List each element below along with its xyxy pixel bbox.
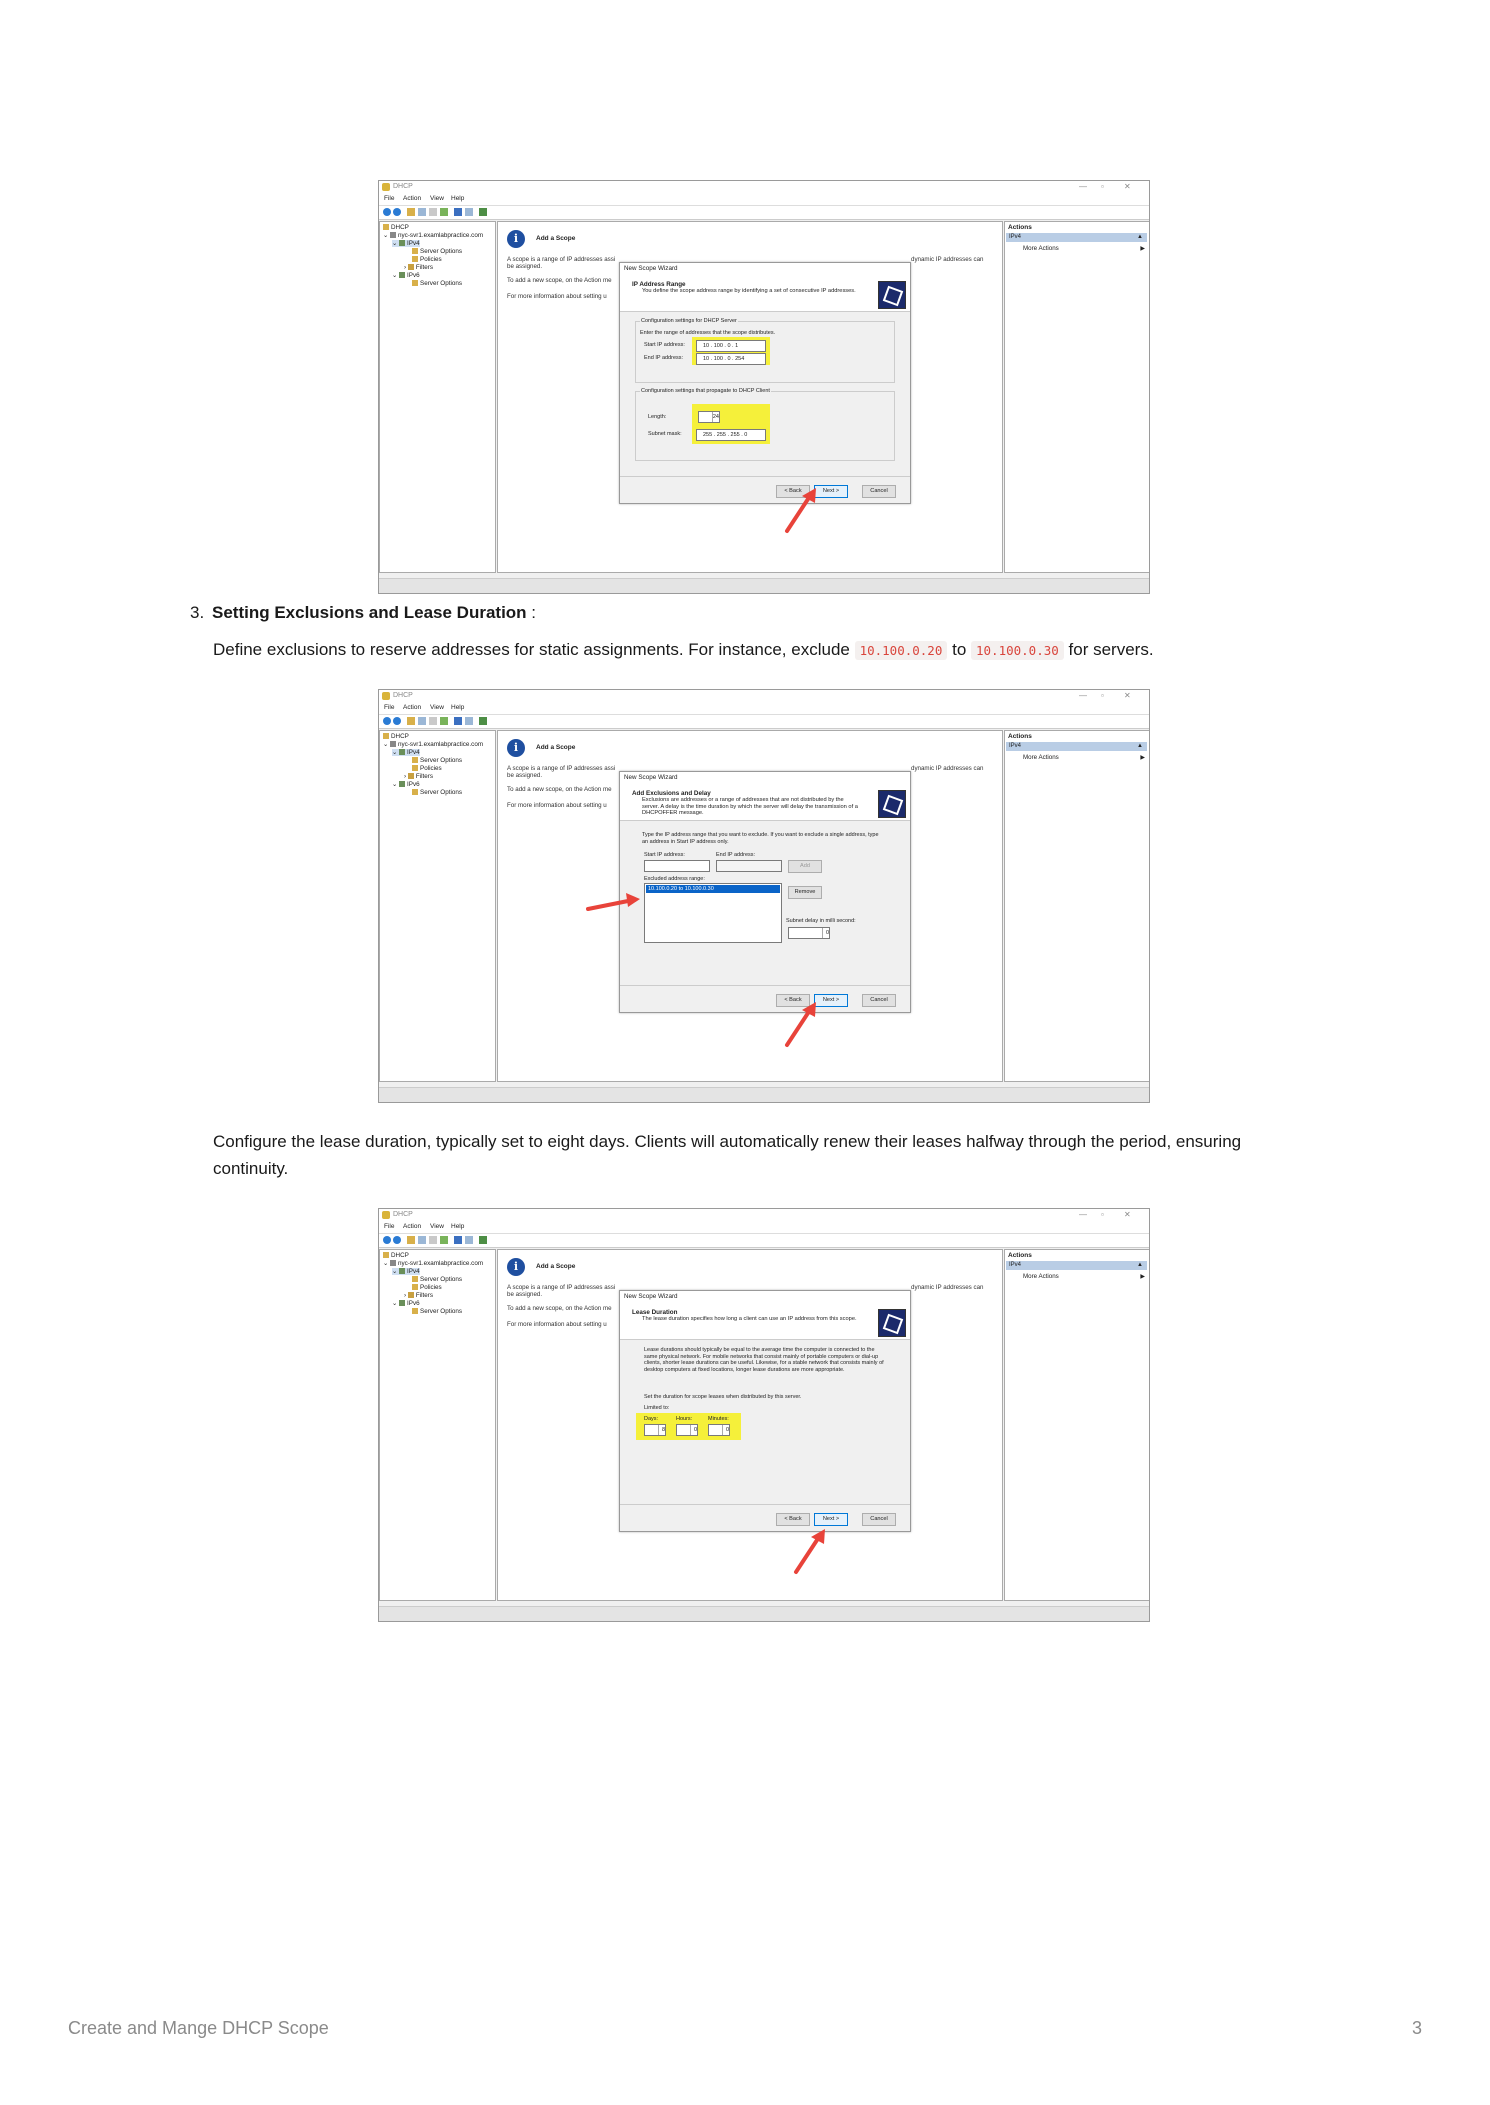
start-ip-field[interactable] bbox=[644, 860, 710, 872]
red-arrow-icon bbox=[782, 486, 822, 536]
minutes-stepper[interactable]: 0 bbox=[708, 1424, 730, 1436]
scope-more-info: For more information about setting u bbox=[507, 1321, 607, 1328]
menu-view[interactable]: View bbox=[430, 195, 444, 202]
tree-item-ipv4[interactable]: ⌄ IPv4 bbox=[392, 749, 420, 756]
dhcp-icon bbox=[383, 1252, 389, 1258]
menu-bar bbox=[379, 1222, 1149, 1234]
show-hide-tree-icon[interactable] bbox=[418, 1236, 426, 1244]
tree-item-server-options[interactable]: Server Options bbox=[412, 757, 462, 764]
menu-file[interactable]: File bbox=[384, 195, 395, 202]
ipv4-icon bbox=[399, 1268, 405, 1274]
tree-item-server-options-v6[interactable]: Server Options bbox=[412, 789, 462, 796]
dhcp-app-icon bbox=[382, 1211, 390, 1219]
status-bar bbox=[379, 1087, 1149, 1102]
end-ip-label: End IP address: bbox=[716, 852, 756, 858]
wizard-description: You define the scope address range by identifying a set of consecutive IP addresses. bbox=[642, 288, 856, 294]
actions-ipv4[interactable]: IPv4 ▲ bbox=[1006, 233, 1147, 242]
wizard-title: New Scope Wizard bbox=[624, 774, 678, 781]
scope-description: A scope is a range of IP addresses assi bbox=[507, 1284, 616, 1291]
scope-instruction: To add a new scope, on the Action me bbox=[507, 1305, 612, 1312]
help-icon[interactable] bbox=[454, 208, 462, 216]
ipv6-icon bbox=[399, 272, 405, 278]
collapse-up-icon[interactable]: ▲ bbox=[1137, 234, 1143, 240]
server-icon bbox=[390, 232, 396, 238]
actions-pane bbox=[1004, 1249, 1150, 1601]
window-title: DHCP bbox=[393, 1211, 413, 1218]
copy-icon[interactable] bbox=[429, 717, 437, 725]
close-icon[interactable]: ✕ bbox=[1124, 691, 1131, 700]
actions-header: Actions bbox=[1008, 733, 1032, 740]
scope-description-end: dynamic IP addresses can bbox=[911, 765, 984, 772]
server-options-icon bbox=[412, 1276, 418, 1282]
tree-item-server-options[interactable]: Server Options bbox=[412, 1276, 462, 1283]
toolbar bbox=[379, 1234, 1149, 1248]
wizard-heading: Lease Duration bbox=[632, 1309, 678, 1316]
menu-action[interactable]: Action bbox=[403, 704, 422, 711]
close-icon[interactable]: ✕ bbox=[1124, 182, 1131, 191]
policies-icon bbox=[412, 1284, 418, 1290]
scope-description-2: be assigned. bbox=[507, 1291, 543, 1298]
ipv4-icon bbox=[399, 749, 405, 755]
filters-icon bbox=[408, 1292, 414, 1298]
footer-title: Create and Mange DHCP Scope bbox=[68, 2018, 329, 2038]
forward-arrow-icon[interactable] bbox=[393, 1236, 401, 1244]
red-arrow-icon bbox=[791, 1527, 831, 1577]
menu-file[interactable]: File bbox=[384, 1223, 395, 1230]
tree-item-ipv4[interactable]: ⌄ IPv4 bbox=[392, 240, 420, 247]
limited-to-label: Limited to: bbox=[644, 1405, 670, 1411]
tree-item-server[interactable]: ⌄ nyc-svr1.examlabpractice.com bbox=[383, 232, 484, 239]
wizard-description: Exclusions are addresses or a range of addresses that are not distributed by the server. A delay is the time duration by which the server will delay the transmission of a DHCPOFFER message. bbox=[642, 797, 858, 816]
back-arrow-icon[interactable] bbox=[383, 1236, 391, 1244]
toolbar bbox=[379, 715, 1149, 729]
scope-instruction: To add a new scope, on the Action me bbox=[507, 277, 612, 284]
back-arrow-icon[interactable] bbox=[383, 208, 391, 216]
wizard-heading: Add Exclusions and Delay bbox=[632, 790, 711, 797]
tree-item-policies[interactable]: Policies bbox=[412, 765, 442, 772]
length-label: Length: bbox=[648, 414, 667, 420]
info-icon: i bbox=[507, 1258, 525, 1276]
hours-label: Hours: bbox=[676, 1416, 693, 1422]
next-button[interactable]: Next > bbox=[814, 994, 848, 1007]
window-title: DHCP bbox=[393, 692, 413, 699]
actions-header: Actions bbox=[1008, 224, 1032, 231]
monitor-icon[interactable] bbox=[479, 1236, 487, 1244]
tree-item-filters[interactable]: › Filters bbox=[404, 773, 434, 780]
monitor-icon[interactable] bbox=[479, 208, 487, 216]
tree-item-filters[interactable]: › Filters bbox=[404, 264, 434, 271]
actions-header: Actions bbox=[1008, 1252, 1032, 1259]
console-tree bbox=[379, 730, 496, 1082]
actions-ipv4[interactable]: IPv4 ▲ bbox=[1006, 1261, 1147, 1270]
add-button[interactable]: Add bbox=[788, 860, 822, 873]
hours-stepper[interactable]: 0 bbox=[676, 1424, 698, 1436]
collapse-up-icon[interactable]: ▲ bbox=[1137, 743, 1143, 749]
enter-range-label: Enter the range of addresses that the scope distributes. bbox=[640, 330, 776, 336]
minimize-icon[interactable]: — bbox=[1079, 182, 1087, 191]
screenshot-add-exclusions bbox=[378, 689, 1150, 1103]
more-actions[interactable]: More Actions bbox=[1023, 754, 1059, 761]
server-options-icon bbox=[412, 280, 418, 286]
server-config-group bbox=[635, 318, 895, 383]
days-stepper[interactable]: 8 bbox=[644, 1424, 666, 1436]
filters-icon bbox=[408, 773, 414, 779]
exclusions-paragraph: Define exclusions to reserve addresses for static assignments. For instance, exclude 10.100.0.20 to 10.100.0.30 for servers. bbox=[213, 640, 1154, 659]
red-arrow-icon bbox=[782, 1000, 822, 1050]
refresh-icon[interactable] bbox=[440, 717, 448, 725]
scope-more-info: For more information about setting u bbox=[507, 802, 607, 809]
menu-help[interactable]: Help bbox=[451, 704, 465, 711]
step-number: 3. bbox=[190, 603, 205, 622]
actions-pane bbox=[1004, 730, 1150, 1082]
tree-item-ipv6[interactable]: ⌄ IPv6 bbox=[392, 1300, 420, 1307]
red-arrow-icon bbox=[584, 887, 644, 917]
inline-code-start: 10.100.0.20 bbox=[855, 641, 948, 660]
wizard-heading: IP Address Range bbox=[632, 281, 686, 288]
copy-icon[interactable] bbox=[429, 208, 437, 216]
tree-item-dhcp[interactable]: DHCP bbox=[383, 224, 409, 231]
cancel-button[interactable]: Cancel bbox=[862, 1513, 896, 1526]
subnet-mask-field[interactable]: 255 . 255 . 255 . 0 bbox=[696, 429, 766, 441]
show-hide-tree-icon[interactable] bbox=[418, 208, 426, 216]
policies-icon bbox=[412, 765, 418, 771]
ipv4-icon bbox=[399, 240, 405, 246]
menu-file[interactable]: File bbox=[384, 704, 395, 711]
excluded-range-label: Excluded address range: bbox=[644, 876, 705, 882]
screenshot-ip-address-range bbox=[378, 180, 1150, 594]
page-number: 3 bbox=[1411, 2018, 1422, 2038]
refresh-icon[interactable] bbox=[440, 208, 448, 216]
scope-description: A scope is a range of IP addresses assi bbox=[507, 765, 616, 772]
forward-arrow-icon[interactable] bbox=[393, 208, 401, 216]
days-label: Days: bbox=[644, 1416, 659, 1422]
menu-help[interactable]: Help bbox=[451, 195, 465, 202]
wizard-title: New Scope Wizard bbox=[624, 1293, 678, 1300]
cancel-button[interactable]: Cancel bbox=[862, 994, 896, 1007]
dhcp-icon bbox=[383, 733, 389, 739]
tree-item-server-options[interactable]: Server Options bbox=[412, 248, 462, 255]
server-options-icon bbox=[412, 757, 418, 763]
scope-instruction: To add a new scope, on the Action me bbox=[507, 786, 612, 793]
length-stepper[interactable]: 24 bbox=[698, 411, 720, 423]
step-heading bbox=[190, 603, 536, 623]
menu-help[interactable]: Help bbox=[451, 1223, 465, 1230]
actions-ipv4[interactable]: IPv4 ▲ bbox=[1006, 742, 1147, 751]
tree-item-ipv4[interactable]: ⌄ IPv4 bbox=[392, 1268, 420, 1275]
tree-item-server[interactable]: ⌄ nyc-svr1.examlabpractice.com bbox=[383, 1260, 484, 1267]
wizard-banner-icon bbox=[878, 281, 906, 309]
ipv6-icon bbox=[399, 1300, 405, 1306]
next-button[interactable]: Next > bbox=[814, 485, 848, 498]
wizard-title: New Scope Wizard bbox=[624, 265, 678, 272]
menu-bar bbox=[379, 194, 1149, 206]
subnet-mask-label: Subnet mask: bbox=[648, 431, 682, 437]
tree-item-policies[interactable]: Policies bbox=[412, 1284, 442, 1291]
info-icon: i bbox=[507, 739, 525, 757]
remove-button[interactable]: Remove bbox=[788, 886, 822, 899]
minutes-label: Minutes: bbox=[708, 1416, 729, 1422]
new-scope-wizard bbox=[619, 771, 911, 1013]
show-hide-tree-icon[interactable] bbox=[418, 717, 426, 725]
scope-description-2: be assigned. bbox=[507, 772, 543, 779]
console-tree bbox=[379, 221, 496, 573]
server-options-icon bbox=[412, 789, 418, 795]
scope-description-end: dynamic IP addresses can bbox=[911, 256, 984, 263]
refresh-icon[interactable] bbox=[440, 1236, 448, 1244]
status-bar bbox=[379, 578, 1149, 593]
end-ip-field[interactable] bbox=[716, 860, 782, 872]
end-ip-field[interactable]: 10 . 100 . 0 . 254 bbox=[696, 353, 766, 365]
new-scope-wizard bbox=[619, 262, 911, 504]
back-button[interactable]: < Back bbox=[776, 994, 810, 1007]
up-folder-icon[interactable] bbox=[407, 1236, 415, 1244]
more-actions[interactable]: More Actions bbox=[1023, 245, 1059, 252]
window-titlebar bbox=[379, 181, 1149, 194]
server-options-icon bbox=[412, 1308, 418, 1314]
tree-item-filters[interactable]: › Filters bbox=[404, 1292, 434, 1299]
menu-bar bbox=[379, 703, 1149, 715]
subnet-delay-stepper[interactable]: 0 bbox=[788, 927, 830, 939]
info-icon: i bbox=[507, 230, 525, 248]
monitor-icon[interactable] bbox=[479, 717, 487, 725]
scope-description: A scope is a range of IP addresses assi bbox=[507, 256, 616, 263]
subnet-delay-label: Subnet delay in milli second: bbox=[786, 918, 856, 924]
tree-item-dhcp[interactable]: DHCP bbox=[383, 1252, 409, 1259]
add-scope-title: Add a Scope bbox=[536, 235, 576, 242]
window-titlebar bbox=[379, 1209, 1149, 1222]
set-duration-label: Set the duration for scope leases when distributed by this server. bbox=[644, 1394, 802, 1400]
submenu-arrow-icon: ▶ bbox=[1140, 246, 1145, 252]
dhcp-app-icon bbox=[382, 692, 390, 700]
add-scope-title: Add a Scope bbox=[536, 744, 576, 751]
window-title: DHCP bbox=[393, 183, 413, 190]
window-titlebar bbox=[379, 690, 1149, 703]
back-arrow-icon[interactable] bbox=[383, 717, 391, 725]
collapse-up-icon[interactable]: ▲ bbox=[1137, 1262, 1143, 1268]
start-ip-field[interactable]: 10 . 100 . 0 . 1 bbox=[696, 340, 766, 352]
minimize-icon[interactable]: — bbox=[1079, 1210, 1087, 1219]
tree-item-server[interactable]: ⌄ nyc-svr1.examlabpractice.com bbox=[383, 741, 484, 748]
step-suffix: : bbox=[526, 603, 537, 622]
toolbar bbox=[379, 206, 1149, 220]
server-options-icon bbox=[412, 248, 418, 254]
properties-icon[interactable] bbox=[465, 208, 473, 216]
cancel-button[interactable]: Cancel bbox=[862, 485, 896, 498]
scope-description-end: dynamic IP addresses can bbox=[911, 1284, 984, 1291]
start-ip-label: Start IP address: bbox=[644, 342, 685, 348]
filters-icon bbox=[408, 264, 414, 270]
end-ip-label: End IP address: bbox=[644, 355, 684, 361]
tree-item-ipv6[interactable]: ⌄ IPv6 bbox=[392, 272, 420, 279]
server-icon bbox=[390, 1260, 396, 1266]
menu-view[interactable]: View bbox=[430, 1223, 444, 1230]
next-button[interactable]: Next > bbox=[814, 1513, 848, 1526]
tree-item-ipv6[interactable]: ⌄ IPv6 bbox=[392, 781, 420, 788]
menu-action[interactable]: Action bbox=[403, 195, 422, 202]
menu-action[interactable]: Action bbox=[403, 1223, 422, 1230]
start-ip-label: Start IP address: bbox=[644, 852, 685, 858]
copy-icon[interactable] bbox=[429, 1236, 437, 1244]
dhcp-icon bbox=[383, 224, 389, 230]
wizard-banner-icon bbox=[878, 1309, 906, 1337]
properties-icon[interactable] bbox=[465, 1236, 473, 1244]
tree-item-dhcp[interactable]: DHCP bbox=[383, 733, 409, 740]
inline-code-end: 10.100.0.30 bbox=[971, 641, 1064, 660]
tree-item-server-options-v6[interactable]: Server Options bbox=[412, 1308, 462, 1315]
server-icon bbox=[390, 741, 396, 747]
server-config-legend: Configuration settings for DHCP Server bbox=[641, 318, 737, 324]
policies-icon bbox=[412, 256, 418, 262]
lease-body-text: Lease durations should typically be equal to the average time the computer is connected to the same physical network. For mobile networks that consist mainly of portable computers or dial-up clients, shorter lease durations can be useful. Likewise, for a stable network that consists mainly of desktop computers at fixed locations, longer lease durations are more appropriate. bbox=[644, 1347, 884, 1373]
back-button[interactable]: < Back bbox=[776, 485, 810, 498]
tree-item-policies[interactable]: Policies bbox=[412, 256, 442, 263]
actions-pane bbox=[1004, 221, 1150, 573]
step-title: Setting Exclusions and Lease Duration bbox=[212, 603, 527, 622]
exclusion-instruction: Type the IP address range that you want to exclude. If you want to exclude a single address, type an address in Start IP address only. bbox=[642, 832, 879, 845]
wizard-description: The lease duration specifies how long a client can use an IP address from this scope. bbox=[642, 1316, 857, 1322]
minimize-icon[interactable]: — bbox=[1079, 691, 1087, 700]
scope-description-2: be assigned. bbox=[507, 263, 543, 270]
dhcp-app-icon bbox=[382, 183, 390, 191]
back-button[interactable]: < Back bbox=[776, 1513, 810, 1526]
excluded-range-item[interactable]: 10.100.0.20 to 10.100.0.30 bbox=[646, 885, 780, 893]
help-icon[interactable] bbox=[454, 1236, 462, 1244]
maximize-icon[interactable]: ▫ bbox=[1101, 691, 1104, 700]
new-scope-wizard bbox=[619, 1290, 911, 1532]
lease-paragraph: Configure the lease duration, typically set to eight days. Clients will automatically renew their leases halfway through the period, ensuring continuity. bbox=[213, 1132, 1242, 1178]
client-config-group bbox=[635, 388, 895, 461]
menu-view[interactable]: View bbox=[430, 704, 444, 711]
submenu-arrow-icon: ▶ bbox=[1140, 755, 1145, 761]
more-actions[interactable]: More Actions bbox=[1023, 1273, 1059, 1280]
add-scope-title: Add a Scope bbox=[536, 1263, 576, 1270]
tree-item-server-options-v6[interactable]: Server Options bbox=[412, 280, 462, 287]
maximize-icon[interactable]: ▫ bbox=[1101, 1210, 1104, 1219]
properties-icon[interactable] bbox=[465, 717, 473, 725]
help-icon[interactable] bbox=[454, 717, 462, 725]
ipv6-icon bbox=[399, 781, 405, 787]
up-folder-icon[interactable] bbox=[407, 208, 415, 216]
screenshot-lease-duration bbox=[378, 1208, 1150, 1622]
console-tree bbox=[379, 1249, 496, 1601]
up-folder-icon[interactable] bbox=[407, 717, 415, 725]
scope-more-info: For more information about setting u bbox=[507, 293, 607, 300]
maximize-icon[interactable]: ▫ bbox=[1101, 182, 1104, 191]
close-icon[interactable]: ✕ bbox=[1124, 1210, 1131, 1219]
forward-arrow-icon[interactable] bbox=[393, 717, 401, 725]
submenu-arrow-icon: ▶ bbox=[1140, 1274, 1145, 1280]
client-config-legend: Configuration settings that propagate to DHCP Client bbox=[641, 388, 770, 394]
excluded-range-list[interactable] bbox=[644, 883, 782, 943]
status-bar bbox=[379, 1606, 1149, 1621]
wizard-banner-icon bbox=[878, 790, 906, 818]
